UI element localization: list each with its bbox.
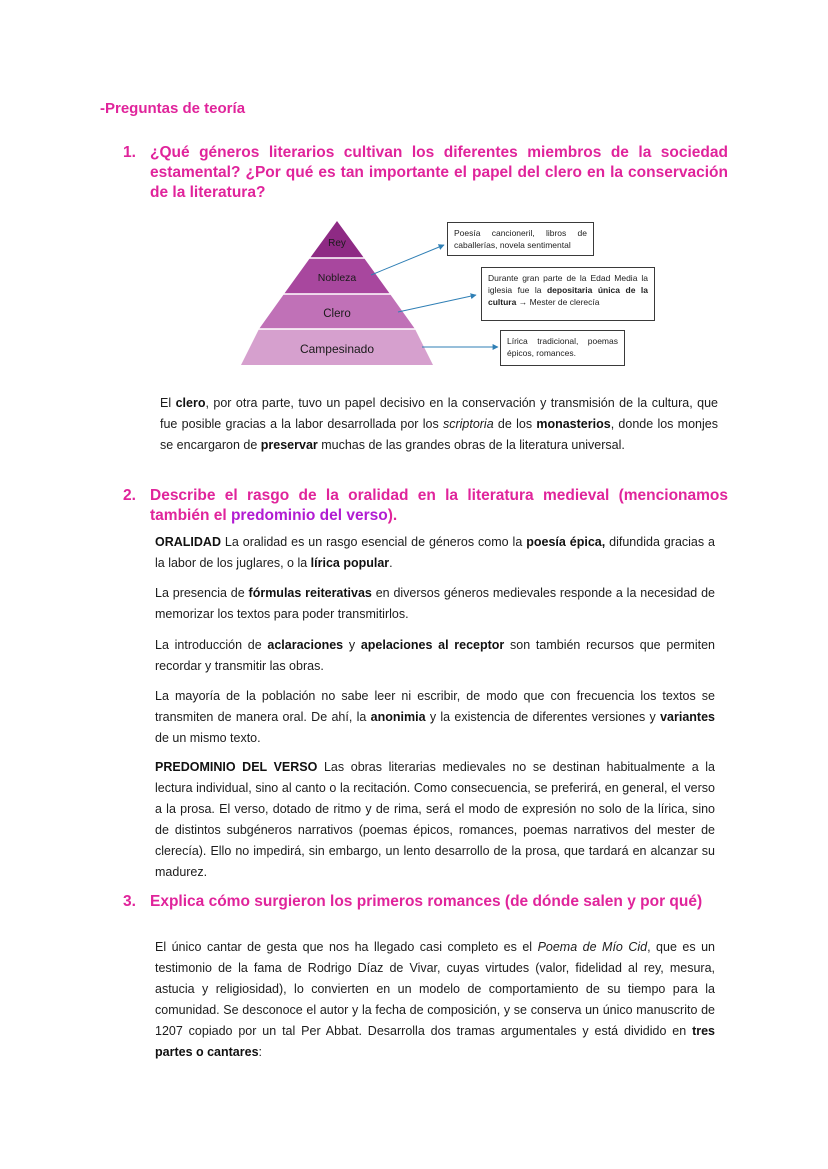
text-run: . [389,556,393,570]
answer-3-paragraph [155,937,715,1063]
box-nobleza-genres: Poesía cancioneril, libros de caballerías, novela sentimental [447,222,594,256]
question-paren-text: (mencionamos también el [150,487,728,524]
text-run: La oralidad es un rasgo esencial de géneros como la [220,535,527,549]
text-run: en diversos géneros medievales responde a la necesidad de memorizar los textos para poder transmitirlos. [155,586,715,621]
italic-run: Poema de Mío Cid [537,940,648,954]
bold-run: PREDOMINIO DEL VERSO [155,760,318,774]
bold-run: fórmulas reiterativas [248,586,372,600]
question-text [150,486,728,526]
text-run: de un mismo texto. [155,731,261,745]
bold-run: ORALIDAD [155,535,221,549]
question-number: 3. [123,893,136,910]
pyramid-label-campesinado: Campesinado [299,342,375,356]
question-text [150,892,728,912]
text-run: y la existencia de diferentes versiones y [425,710,661,724]
question-paren-tail: ). [387,507,398,524]
text-run: La introducción de [155,638,268,652]
question-3 [123,892,728,934]
arrow-nobleza [371,245,444,275]
text-run: muchas de las grandes obras de la literatura universal. [317,438,625,452]
text-run: , por otra parte, tuvo un papel decisivo en la conservación y transmisión de la cultura, que fue posible gracias a la labor desarrollada por los [160,396,718,431]
answer-2-aclaraciones [155,635,715,677]
bold-run: variantes [660,710,715,724]
text-run: El [160,396,176,410]
text-run: son también recursos que permiten recordar y transmitir las obras. [155,638,715,673]
bold-run: monasterios [536,417,611,431]
question-2 [123,486,728,528]
box-clero-text-b: depositaria única de la cultura [488,285,648,307]
answer-2-anonimia [155,686,715,749]
bold-run: apelaciones al receptor [360,638,505,652]
question-text: ¿Qué géneros literarios cultivan los diferentes miembros de la sociedad estamental? ¿Por qué es tan importante el papel del clero en la conservación de la literatura? [150,144,728,201]
answer-2-verso [155,757,715,883]
bold-run: anonimia [370,710,426,724]
text-run: El único cantar de gesta que nos ha llegado casi completo es el [155,940,538,954]
bold-run: poesía épica, [526,535,606,549]
question-number: 2. [123,487,136,504]
bold-run: clero [175,396,206,410]
text-run: de los [493,417,537,431]
section-heading: -Preguntas de teoría [100,100,246,117]
italic-run: scriptoria [442,417,494,431]
text-run: : [258,1045,263,1059]
question-paren-highlight: predominio del verso [230,507,388,524]
arrow-clero [398,295,476,312]
question-paren-text: (de dónde salen y por qué) [504,893,703,910]
bold-run: preservar [260,438,318,452]
answer-1-paragraph [160,393,718,456]
question-main-text: Explica cómo surgieron los primeros romances [150,893,505,910]
text-run: , donde los monjes se encargaron de [160,417,718,452]
pyramid-label-rey: Rey [328,238,346,249]
question-main-text: Describe el rasgo de la oralidad en la literatura medieval [150,487,619,504]
text-run: La presencia de [155,586,249,600]
text-run: y [343,638,361,652]
text-run: La mayoría de la población no sabe leer ni escribir, de modo que con frecuencia los textos se transmiten de manera oral. De ahí, la [155,689,715,724]
box-clero-genres [481,267,655,321]
pyramid-label-clero: Clero [323,308,351,320]
text-run: , que es un testimonio de la fama de Rodrigo Díaz de Vivar, cuyas virtudes (valor, fidelidad al rey, mesura, astucia y religiosidad), lo convierten en un modelo de comportamiento de su tiempo para la comunidad. Se desconoce el autor y la fecha de composición, y se conserva un único manuscrito de 1207 copiado por un tal Per Abbat. Desarrolla dos tramas argumentales y está dividido en [155,940,715,1038]
box-clero-text-a: Durante gran parte de la Edad Media la iglesia fue la [488,273,648,295]
answer-2-oralidad [155,532,715,574]
question-number: 1. [123,144,136,161]
bold-run: aclaraciones [267,638,344,652]
text-run: Las obras literarias medievales no se destinan habitualmente a la lectura individual, sino al canto o la recitación. Como consecuencia, se preferirá, en general, el verso a la prosa. El verso, dotado de ritmo y de rima, será el modo de expresión no solo de la lírica, sino de distintos subgéneros narrativos (poemas épicos, romances, poemas narrativos del mester de clerecía). Ello no impedirá, sin embargo, un lento desarrollo de la prosa, que tardará en alcanzar su madurez. [155,760,716,879]
question-1 [123,143,728,205]
bold-run: lírica popular [310,556,390,570]
pyramid-label-nobleza: Nobleza [317,272,357,284]
answer-2-formulas [155,583,715,625]
box-campesinado-genres: Lírica tradicional, poemas épicos, romances. [500,330,625,366]
box-clero-text-c: → Mester de clerecía [516,297,600,307]
society-pyramid-diagram [240,218,680,373]
bold-run: tres partes o cantares [155,1024,715,1059]
text-run: difundida gracias a la labor de los juglares, o la [155,535,716,570]
